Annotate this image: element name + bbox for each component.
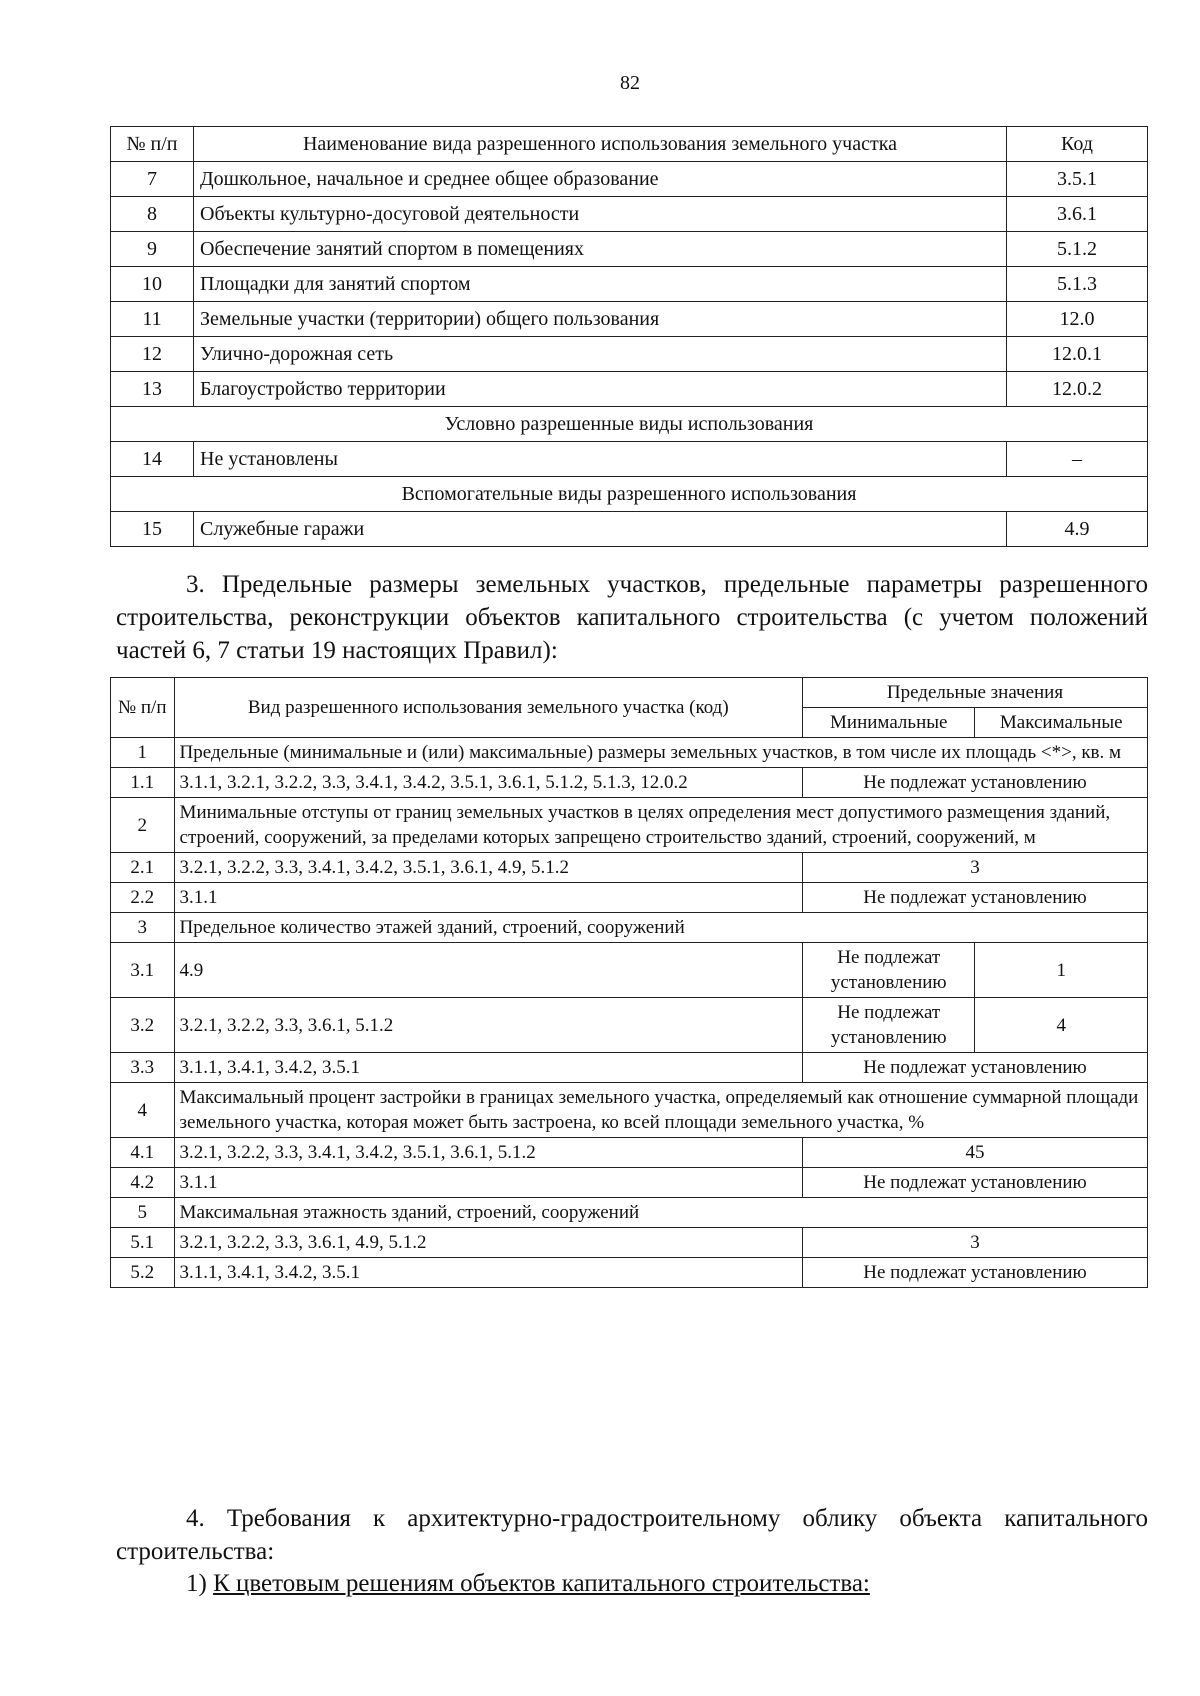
row-number: 3.2 <box>111 998 175 1053</box>
row-number: 3.1 <box>111 943 175 998</box>
table-header-row <box>111 678 1148 708</box>
table-row <box>111 197 1148 232</box>
table-row <box>111 913 1148 943</box>
section-auxiliary-uses: Вспомогательные виды разрешенного использования <box>111 477 1148 512</box>
page-number: 82 <box>620 72 640 94</box>
row-name: Земельные участки (территории) общего пользования <box>194 302 1007 337</box>
row-code: 3.6.1 <box>1007 197 1148 232</box>
row-text: Минимальные отступы от границ земельных участков в целях определения мест допустимого размещения зданий, строений, сооружений, за пределами которых запрещено строительство зданий, строений, сооружений, м <box>174 798 1147 853</box>
table-row <box>111 768 1148 798</box>
row-number: 4.2 <box>111 1168 175 1198</box>
row-value: 3 <box>803 853 1148 883</box>
header-max: Максимальные <box>975 708 1148 738</box>
table-row <box>111 1258 1148 1288</box>
row-codes: 3.1.1 <box>174 1168 802 1198</box>
row-code: 12.0.2 <box>1007 372 1148 407</box>
row-code: 3.5.1 <box>1007 162 1148 197</box>
row-code: 4.9 <box>1007 512 1148 547</box>
row-max-value: 4 <box>975 998 1148 1053</box>
header-min: Минимальные <box>803 708 975 738</box>
row-max-value: 1 <box>975 943 1148 998</box>
row-name: Улично-дорожная сеть <box>194 337 1007 372</box>
row-value: Не подлежат установлению <box>803 768 1148 798</box>
header-number: № п/п <box>111 127 194 162</box>
header-code: Код <box>1007 127 1148 162</box>
row-name: Дошкольное, начальное и среднее общее образование <box>194 162 1007 197</box>
row-codes: 3.1.1 <box>174 883 802 913</box>
table-row <box>111 943 1148 998</box>
row-number: 15 <box>111 512 194 547</box>
row-number: 4.1 <box>111 1138 175 1168</box>
row-name: Объекты культурно-досуговой деятельности <box>194 197 1007 232</box>
row-name: Не установлены <box>194 442 1007 477</box>
table-row <box>111 1053 1148 1083</box>
row-code: 5.1.3 <box>1007 267 1148 302</box>
section-row <box>111 477 1148 512</box>
table-row <box>111 738 1148 768</box>
limit-parameters-table <box>110 677 1148 1288</box>
row-name: Служебные гаражи <box>194 512 1007 547</box>
row-value: 3 <box>803 1228 1148 1258</box>
permitted-use-table <box>110 126 1148 547</box>
row-number: 9 <box>111 232 194 267</box>
row-value: Не подлежат установлению <box>803 1168 1148 1198</box>
row-number: 2 <box>111 798 175 853</box>
row-name: Обеспечение занятий спортом в помещениях <box>194 232 1007 267</box>
row-number: 3 <box>111 913 175 943</box>
table-row <box>111 1083 1148 1138</box>
row-codes: 4.9 <box>174 943 802 998</box>
row-codes: 3.1.1, 3.4.1, 3.4.2, 3.5.1 <box>174 1053 802 1083</box>
row-min-value: Не подлежат установлению <box>803 943 975 998</box>
paragraph-3 <box>116 568 1148 667</box>
paragraph-4-1 <box>186 1570 870 1598</box>
row-codes: 3.2.1, 3.2.2, 3.3, 3.4.1, 3.4.2, 3.5.1, 3.6.1, 4.9, 5.1.2 <box>174 853 802 883</box>
row-number: 5 <box>111 1198 175 1228</box>
paragraph-4-text: 4. Требования к архитектурно-градостроительному облику объекта капитального строительства: <box>116 1505 1148 1565</box>
row-number: 12 <box>111 337 194 372</box>
row-number: 14 <box>111 442 194 477</box>
row-value: Не подлежат установлению <box>803 1258 1148 1288</box>
table-row <box>111 883 1148 913</box>
row-number: 2.1 <box>111 853 175 883</box>
header-use-type: Вид разрешенного использования земельного участка (код) <box>174 678 802 738</box>
table-header-row <box>111 127 1148 162</box>
table-row <box>111 998 1148 1053</box>
table-row <box>111 162 1148 197</box>
paragraph-3-text: 3. Предельные размеры земельных участков, предельные параметры разрешенного строительства, реконструкции объектов капитального строительства (с учетом положений частей 6, 7 статьи 19 настоящих Правил): <box>116 571 1148 664</box>
table-row <box>111 1168 1148 1198</box>
row-text: Максимальная этажность зданий, строений, сооружений <box>174 1198 1147 1228</box>
table-row <box>111 798 1148 853</box>
row-value: Не подлежат установлению <box>803 1053 1148 1083</box>
row-name: Площадки для занятий спортом <box>194 267 1007 302</box>
table-row <box>111 1138 1148 1168</box>
row-codes: 3.1.1, 3.4.1, 3.4.2, 3.5.1 <box>174 1258 802 1288</box>
row-code: 5.1.2 <box>1007 232 1148 267</box>
row-value: 45 <box>803 1138 1148 1168</box>
row-number: 1 <box>111 738 175 768</box>
paragraph-4-1-text: К цветовым решениям объектов капитального строительства: <box>213 1570 870 1597</box>
paragraph-4-1-number: 1) <box>186 1570 207 1597</box>
table-row <box>111 1198 1148 1228</box>
row-number: 3.3 <box>111 1053 175 1083</box>
table-row <box>111 1228 1148 1258</box>
row-value: Не подлежат установлению <box>803 883 1148 913</box>
row-codes: 3.2.1, 3.2.2, 3.3, 3.6.1, 4.9, 5.1.2 <box>174 1228 802 1258</box>
row-number: 5.1 <box>111 1228 175 1258</box>
row-text: Предельные (минимальные и (или) максимальные) размеры земельных участков, в том числе их площадь <*>, кв. м <box>174 738 1147 768</box>
row-number: 5.2 <box>111 1258 175 1288</box>
section-row <box>111 407 1148 442</box>
row-codes: 3.1.1, 3.2.1, 3.2.2, 3.3, 3.4.1, 3.4.2, 3.5.1, 3.6.1, 5.1.2, 5.1.3, 12.0.2 <box>174 768 802 798</box>
row-number: 10 <box>111 267 194 302</box>
header-number: № п/п <box>111 678 175 738</box>
row-code: 12.0.1 <box>1007 337 1148 372</box>
row-number: 7 <box>111 162 194 197</box>
table-row <box>111 372 1148 407</box>
row-min-value: Не подлежат установлению <box>803 998 975 1053</box>
row-code: 12.0 <box>1007 302 1148 337</box>
table-row <box>111 267 1148 302</box>
row-name: Благоустройство территории <box>194 372 1007 407</box>
table-row <box>111 232 1148 267</box>
header-name: Наименование вида разрешенного использования земельного участка <box>194 127 1007 162</box>
row-number: 13 <box>111 372 194 407</box>
row-codes: 3.2.1, 3.2.2, 3.3, 3.6.1, 5.1.2 <box>174 998 802 1053</box>
row-number: 11 <box>111 302 194 337</box>
section-conditional-uses: Условно разрешенные виды использования <box>111 407 1148 442</box>
row-number: 8 <box>111 197 194 232</box>
table-row <box>111 853 1148 883</box>
table-row <box>111 337 1148 372</box>
row-number: 4 <box>111 1083 175 1138</box>
row-number: 1.1 <box>111 768 175 798</box>
table-row <box>111 442 1148 477</box>
header-limit-values: Предельные значения <box>803 678 1148 708</box>
row-text: Предельное количество этажей зданий, строений, сооружений <box>174 913 1147 943</box>
row-text: Максимальный процент застройки в границах земельного участка, определяемый как отношение суммарной площади земельного участка, которая может быть застроена, ко всей площади земельного участка, % <box>174 1083 1147 1138</box>
table-row <box>111 512 1148 547</box>
row-codes: 3.2.1, 3.2.2, 3.3, 3.4.1, 3.4.2, 3.5.1, 3.6.1, 5.1.2 <box>174 1138 802 1168</box>
row-code: – <box>1007 442 1148 477</box>
paragraph-4 <box>116 1502 1148 1568</box>
table-row <box>111 302 1148 337</box>
row-number: 2.2 <box>111 883 175 913</box>
